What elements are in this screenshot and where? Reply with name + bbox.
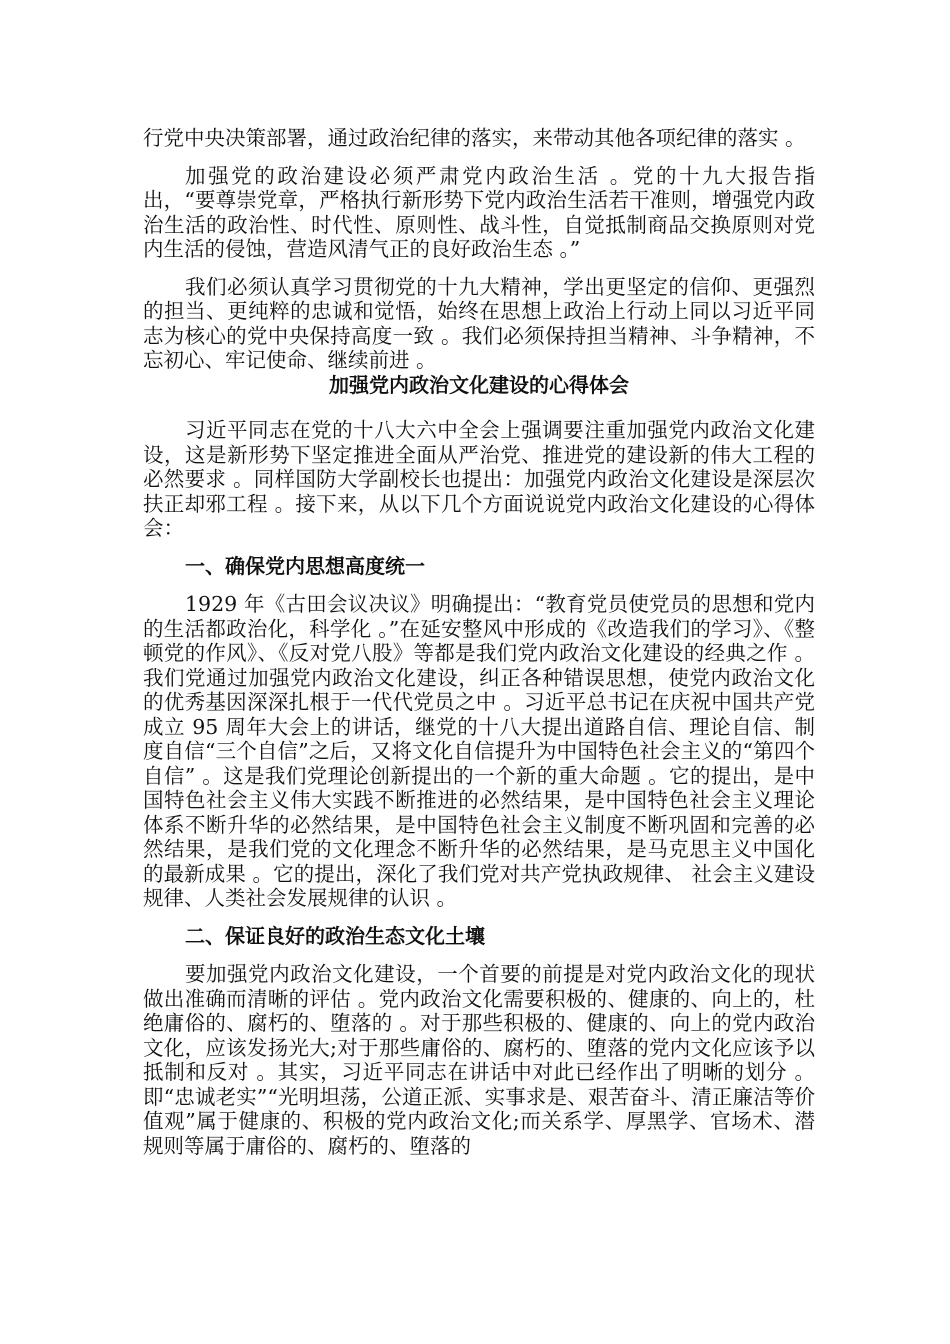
paragraph-political-life: 加强党的政治建设必须严肃党内政治生活 。党的十九大报告指出，“要尊崇党章，严格执行新形势下党内政治生活若干准则，增强党内政治生活的政治性、时代性、原则性、战斗性，自觉抵制商品交换原则对党内生活的侵蚀，营造风清气正的良好政治生态 。” bbox=[143, 163, 815, 261]
heading-one: 一、确保党内思想高度统一 bbox=[185, 553, 425, 578]
paragraph-intro: 习近平同志在党的十八大六中全会上强调要注重加强党内政治文化建设，这是新形势下坚定推进全面从严治党、推进党的建设新的伟大工程的必然要求 。同样国防大学副校长也提出：加强党内政治文化建设是深层次扶正却邪工程 。接下来，从以下几个方面说说党内政治文化建设的心得体会： bbox=[143, 418, 815, 540]
section-title: 加强党内政治文化建设的心得体会 bbox=[329, 372, 629, 397]
document-page bbox=[143, 126, 815, 1158]
paragraph-continuation: 行党中央决策部署，通过政治纪律的落实，来带动其他各项纪律的落实 。 bbox=[143, 126, 806, 150]
paragraph-gutian: 1929 年《古田会议决议》明确提出：“教育党员使党员的思想和党内的生活都政治化，科学化 。”在延安整风中形成的《改造我们的学习》、《整顿党的作风》、《反对党八股》等都是我们党内政治文化建设的经典之作 。我们党通过加强党内政治文化建设，纠正各种错误思想，使党内政治文化的优秀基因深深扎根于一代代党员之中 。习近平总书记在庆祝中国共产党成立 95 周年大会上的讲话，继党的十八大提出道路自信、理论自信、制度自信“三个自信”之后，又将文化自信提升为中国特色社会主义的“第四个自信” 。这是我们党理论创新提出的一个新的重大命题 。它的提出，是中国特色社会主义伟大实践不断推进的必然结果，是中国特色社会主义理论体系不断升华的必然结果，是中国特色社会主义制度不断巩固和完善的必然结果，是我们党的文化理念不断升华的必然结果，是马克思主义中国化的最新成果 。它的提出，深化了我们党对共产党执政规律、 社会主义建设规律、人类社会发展规律的认识 。 bbox=[143, 592, 815, 910]
paragraph-study-spirit: 我们必须认真学习贯彻党的十九大精神，学出更坚定的信仰、更强烈的担当、更纯粹的忠诚和觉悟，始终在思想上政治上行动上同以习近平同志为核心的党中央保持高度一致 。我们必须保持担当精神、斗争精神，不忘初心、牢记使命、继续前进 。 bbox=[143, 274, 815, 372]
heading-two: 二、保证良好的政治生态文化土壤 bbox=[185, 923, 485, 948]
paragraph-political-ecology: 要加强党内政治文化建设，一个首要的前提是对党内政治文化的现状做出准确而清晰的评估 。党内政治文化需要积极的、健康的、向上的，杜绝庸俗的、腐朽的、堕落的 。对于那些积极的、健康的、向上的党内政治文化，应该发扬光大;对于那些庸俗的、腐朽的、堕落的党内文化应该予以抵制和反对 。其实，习近平同志在讲话中对此已经作出了明晰的划分 。即“忠诚老实”“光明坦荡，公道正派、实事求是、艰苦奋斗、清正廉洁等价值观”属于健康的、积极的党内政治文化;而关系学、厚黑学、官场术、潜规则等属于庸俗的、腐朽的、堕落的 bbox=[143, 962, 815, 1158]
